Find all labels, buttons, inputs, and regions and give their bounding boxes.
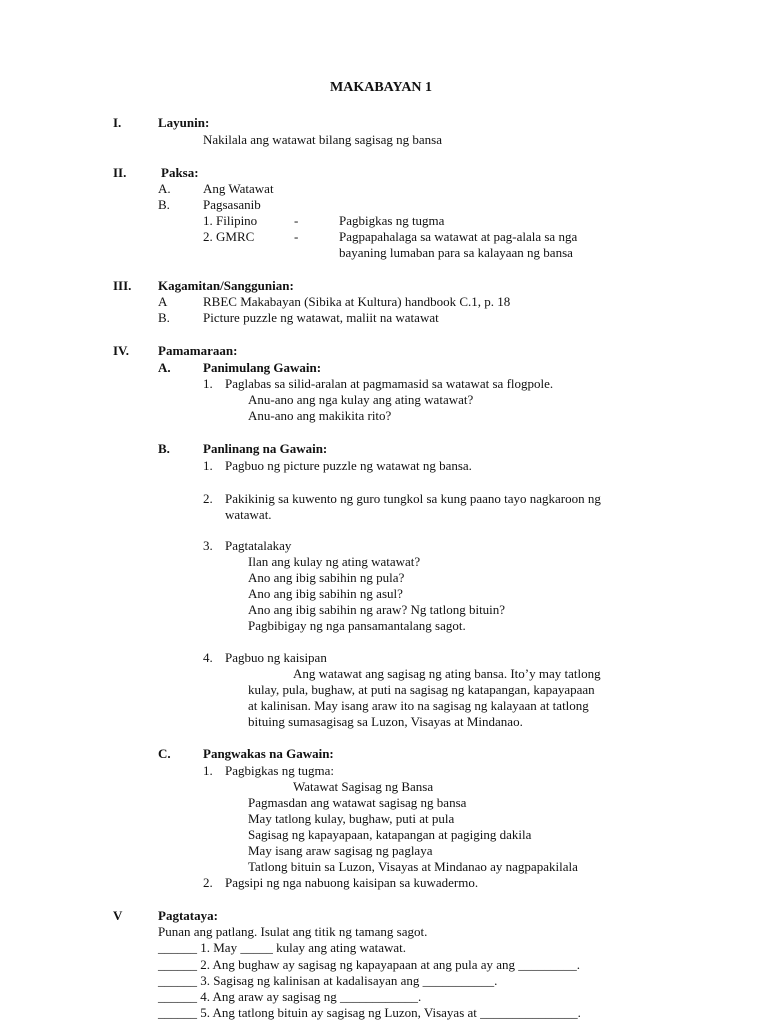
section-3-b-letter: B. xyxy=(158,310,170,325)
b2-text-2: watawat. xyxy=(225,507,272,522)
c1-number: 1. xyxy=(203,763,213,778)
poem-line-4: May isang araw sagisag ng paglaya xyxy=(248,843,433,858)
b3-question-3: Ano ang ibig sabihin ng asul? xyxy=(248,586,403,601)
b3-text: Pagtatalakay xyxy=(225,538,292,553)
section-5-heading: Pagtataya: xyxy=(158,908,218,923)
a1-number: 1. xyxy=(203,376,213,391)
c2-text: Pagsipi ng nga nabuong kaisipan sa kuwadermo. xyxy=(225,875,479,890)
section-1-heading: Layunin: xyxy=(158,115,210,130)
section-3-a-text: RBEC Makabayan (Sibika at Kultura) handbook C.1, p. 18 xyxy=(203,294,511,309)
section-4-c-heading: Pangwakas na Gawain: xyxy=(203,746,334,761)
b3-question-5: Pagbibigay ng nga pansamantalang sagot. xyxy=(248,618,466,633)
b4-paragraph-line-3: at kalinisan. May isang araw ito na sagisag ng kalayaan at tatlong xyxy=(248,698,589,713)
section-2-sub1-text: Pagbigkas ng tugma xyxy=(339,213,445,228)
section-1-text: Nakilala ang watawat bilang sagisag ng bansa xyxy=(203,132,442,147)
section-3-a-letter: A xyxy=(158,294,168,309)
b4-number: 4. xyxy=(203,650,213,665)
b2-number: 2. xyxy=(203,491,213,506)
section-4-heading: Pamamaraan: xyxy=(158,343,238,358)
b3-question-2: Ano ang ibig sabihin ng pula? xyxy=(248,570,405,585)
quiz-item-5: ______ 5. Ang tatlong bituin ay sagisag ng Luzon, Visayas at _______________. xyxy=(158,1005,581,1020)
b3-question-1: Ilan ang kulay ng ating watawat? xyxy=(248,554,421,569)
b4-paragraph-line-1: Ang watawat ang sagisag ng ating bansa. Ito’y may tatlong xyxy=(293,666,601,681)
section-2-b-text: Pagsasanib xyxy=(203,197,261,212)
b4-paragraph-line-4: bituing sumasagisag sa Luzon, Visayas at Mindanao. xyxy=(248,714,523,729)
section-2-a-letter: A. xyxy=(158,181,171,196)
a1-question-2: Anu-ano ang makikita rito? xyxy=(248,408,392,423)
section-2-a-text: Ang Watawat xyxy=(203,181,274,196)
quiz-item-3: ______ 3. Sagisag ng kalinisan at kadalisayan ang ___________. xyxy=(158,973,498,988)
b1-number: 1. xyxy=(203,458,213,473)
section-4-a-letter: A. xyxy=(158,360,171,375)
quiz-item-1: ______ 1. May _____ kulay ang ating watawat. xyxy=(158,940,407,955)
poem-line-5: Tatlong bituin sa Luzon, Visayas at Mindanao ay nagpapakilala xyxy=(248,859,578,874)
section-5-instructions: Punan ang patlang. Isulat ang titik ng tamang sagot. xyxy=(158,924,428,939)
b4-paragraph-line-2: kulay, pula, bughaw, at puti na sagisag ng katapangan, kapayapaan xyxy=(248,682,595,697)
poem-line-2: May tatlong kulay, bughaw, puti at pula xyxy=(248,811,455,826)
section-4-a-heading: Panimulang Gawain: xyxy=(203,360,322,375)
poem-title: Watawat Sagisag ng Bansa xyxy=(293,779,434,794)
poem-line-1: Pagmasdan ang watawat sagisag ng bansa xyxy=(248,795,467,810)
section-2-sub1-dash: - xyxy=(294,213,299,228)
a1-text: Paglabas sa silid-aralan at pagmamasid sa watawat sa flogpole. xyxy=(225,376,554,391)
section-4-number: IV. xyxy=(113,343,130,358)
section-2-sub2-dash: - xyxy=(294,229,299,244)
b4-text: Pagbuo ng kaisipan xyxy=(225,650,327,665)
b3-number: 3. xyxy=(203,538,213,553)
b1-text: Pagbuo ng picture puzzle ng watawat ng bansa. xyxy=(225,458,472,473)
section-4-c-letter: C. xyxy=(158,746,171,761)
section-5-number: V xyxy=(113,908,123,923)
page-title: MAKABAYAN 1 xyxy=(330,80,433,95)
quiz-item-2: ______ 2. Ang bughaw ay sagisag ng kapayapaan at ang pula ay ang _________. xyxy=(158,957,581,972)
poem-line-3: Sagisag ng kapayapaan, katapangan at pagiging dakila xyxy=(248,827,532,842)
a1-question-1: Anu-ano ang nga kulay ang ating watawat? xyxy=(248,392,474,407)
section-3-b-text: Picture puzzle ng watawat, maliit na watawat xyxy=(203,310,439,325)
section-2-sub2-label: 2. GMRC xyxy=(203,229,255,244)
section-2-heading: Paksa: xyxy=(161,165,199,180)
c1-text: Pagbigkas ng tugma: xyxy=(225,763,335,778)
section-2-number: II. xyxy=(113,165,127,180)
section-2-sub2-text-1: Pagpapahalaga sa watawat at pag-alala sa nga xyxy=(339,229,578,244)
section-2-sub1-label: 1. Filipino xyxy=(203,213,258,228)
b2-text-1: Pakikinig sa kuwento ng guro tungkol sa kung paano tayo nagkaroon ng xyxy=(225,491,601,506)
section-3-heading: Kagamitan/Sanggunian: xyxy=(158,278,294,293)
section-1-number: I. xyxy=(113,115,122,130)
section-4-b-heading: Panlinang na Gawain: xyxy=(203,441,328,456)
b3-question-4: Ano ang ibig sabihin ng araw? Ng tatlong bituin? xyxy=(248,602,506,617)
section-4-b-letter: B. xyxy=(158,441,170,456)
quiz-item-4: ______ 4. Ang araw ay sagisag ng ____________. xyxy=(158,989,422,1004)
section-2-sub2-text-2: bayaning lumaban para sa kalayaan ng bansa xyxy=(339,245,573,260)
c2-number: 2. xyxy=(203,875,213,890)
section-2-b-letter: B. xyxy=(158,197,170,212)
section-3-number: III. xyxy=(113,278,132,293)
